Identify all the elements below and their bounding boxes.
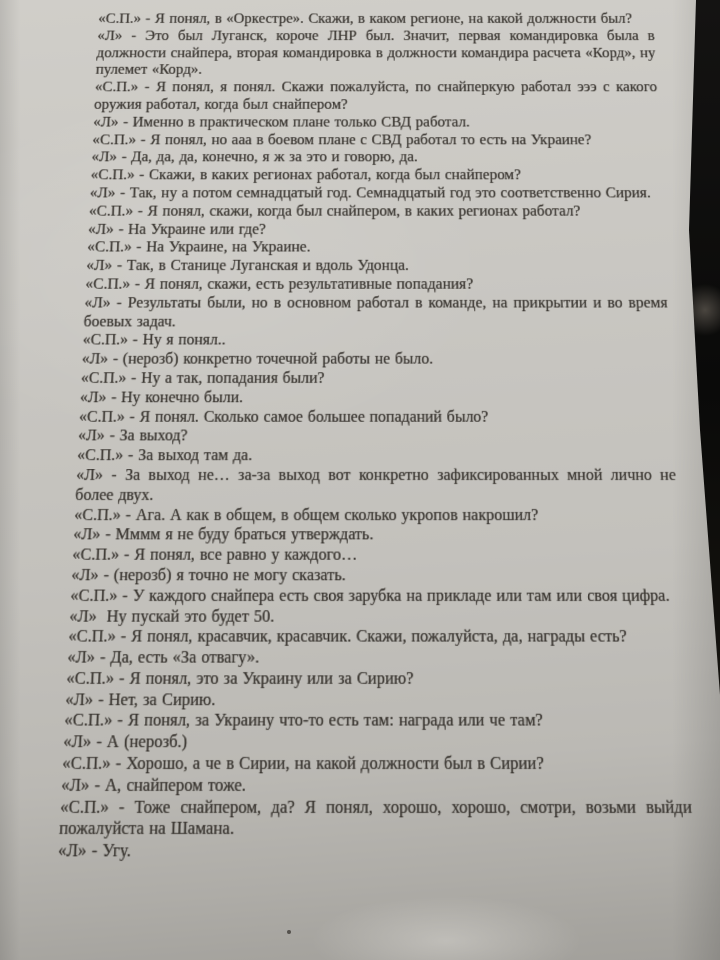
utterance-text: (нерозб) я точно не могу сказать. — [113, 566, 346, 585]
transcript-line — [91, 149, 661, 167]
transcript-line — [62, 754, 691, 776]
transcript-line — [59, 797, 694, 841]
utterance-text: Ага. А как в общем, в общем сколько укропов накрошил? — [135, 506, 539, 524]
utterance-text: У каждого снайпера есть своя зарубка на прикладе или там или своя цифра. — [132, 587, 670, 605]
speaker-separator: - — [107, 351, 124, 368]
transcript-line — [66, 669, 686, 690]
speaker-separator: - — [126, 370, 142, 387]
speaker-label: «Л» — [72, 526, 101, 544]
utterance-text: Скажи, в каких регионах работал, когда был снайпером? — [148, 167, 522, 184]
utterance-text: Так, в Станице Луганская и вдоль Удонца. — [126, 258, 409, 274]
paper-speck — [287, 930, 291, 934]
speaker-label: «С.П.» — [65, 669, 115, 688]
utterance-text: Это был Луганск, короче ЛНР был. Значит, первая командировка была в должности снайпера, вторая командировка в должности командира расчета «Корд», ну пулемет «Корд». — [95, 28, 656, 78]
transcript-line — [83, 294, 669, 331]
speaker-label: «С.П.» — [97, 11, 142, 27]
speaker-separator: - — [98, 566, 115, 585]
utterance-text: Я понял, за Украину что-то есть там: награда или че там? — [127, 712, 544, 731]
speaker-separator: - — [116, 150, 132, 166]
utterance-text: А, снайпером тоже. — [104, 776, 247, 796]
transcript-line — [71, 566, 681, 586]
utterance-text: Тоже снайпером, да? Я понял, хорошо, хорошо, смотри, возьми выйди пожалуйста на Шамана. — [58, 798, 693, 839]
speaker-label: «С.П.» — [67, 628, 117, 647]
speaker-separator: - — [131, 239, 147, 256]
speaker-separator: - — [104, 427, 120, 445]
speaker-separator: - — [124, 408, 140, 426]
speaker-separator: - — [129, 276, 145, 293]
utterance-text: Я понял, скажи, есть результативные попадания? — [144, 276, 474, 293]
transcript-line — [80, 369, 671, 388]
speaker-label: «Л» — [92, 114, 119, 130]
transcript-line — [85, 276, 667, 295]
speaker-label: «Л» — [91, 150, 118, 166]
utterance-text: Я понял, в «Оркестре». Скажи, в каком регионе, на какой должности был? — [154, 11, 633, 27]
speaker-separator: - — [111, 258, 128, 274]
speaker-label: «С.П.» — [63, 712, 113, 731]
transcript-line — [92, 131, 660, 149]
transcript — [50, 2, 701, 960]
transcript-line — [77, 446, 676, 466]
utterance-text: Ну пускай это будет 50. — [106, 607, 275, 626]
speaker-separator: - — [110, 754, 127, 774]
speaker-separator: - — [94, 649, 111, 667]
speaker-separator: - — [115, 185, 131, 202]
speaker-separator: - — [132, 203, 148, 220]
transcript-line — [72, 546, 680, 566]
transcript-line — [63, 732, 689, 753]
photo-background-edge — [687, 0, 720, 700]
utterance-text: Я понял. Сколько самое большее попаданий было? — [139, 408, 489, 426]
speaker-separator: - — [122, 28, 146, 44]
utterance-text: Нет, за Сирию. — [108, 690, 216, 710]
speaker-label: «Л» — [64, 690, 94, 710]
speaker-label: «Л» — [85, 258, 113, 274]
speaker-label: «Л» — [84, 295, 111, 312]
speaker-separator: - — [120, 506, 137, 524]
speaker-separator: - — [112, 712, 129, 731]
speaker-separator: - — [110, 295, 129, 312]
utterance-text: За выход не… за-за выход вот конкретно зафиксированных мной лично не более двух. — [74, 466, 677, 504]
transcript-line — [90, 167, 661, 185]
speaker-label: «Л» — [87, 221, 115, 238]
transcript-line — [79, 388, 672, 407]
utterance-text: На Украине или где? — [127, 221, 266, 238]
speaker-label: «Л» — [89, 185, 116, 202]
transcript-line — [94, 79, 659, 114]
speaker-label: «С.П.» — [73, 506, 122, 524]
speaker-separator: - — [122, 447, 139, 465]
transcript-line — [73, 525, 679, 545]
speaker-label: «С.П.» — [85, 276, 131, 293]
speaker-label: «Л» — [79, 389, 107, 406]
utterance-text: Хорошо, а че в Сирии, на какой должности был в Сирии? — [125, 754, 545, 774]
utterance-text: За выход? — [119, 427, 188, 445]
speaker-label: «Л» — [68, 607, 98, 626]
transcript-line — [88, 221, 665, 239]
speaker-label: «Л» — [70, 566, 100, 585]
utterance-text: Я понял, все равно у каждого… — [133, 546, 358, 564]
speaker-separator: - — [108, 798, 135, 817]
transcript-line — [89, 185, 662, 203]
speaker-label: «Л» — [81, 351, 109, 368]
speaker-label: «С.П.» — [80, 370, 127, 387]
speaker-separator: - — [89, 776, 106, 796]
speaker-separator: - — [117, 587, 134, 605]
transcript-line — [65, 690, 687, 711]
utterance-text: Мммм я не буду браться утверждать. — [115, 526, 374, 544]
transcript-line — [93, 114, 659, 132]
utterance-text: За выход там да. — [137, 447, 253, 465]
utterance-text: Угу. — [101, 842, 132, 862]
transcript-line — [67, 648, 685, 669]
utterance-text: Я понял, это за Украину или за Сирию? — [129, 669, 414, 688]
speaker-label: «Л» — [97, 28, 123, 44]
speaker-label: «С.П.» — [82, 332, 129, 349]
transcript-line — [58, 841, 695, 863]
transcript-line — [61, 775, 692, 797]
transcript-line — [74, 506, 678, 526]
utterance-text: Ну а так, попадания были? — [140, 370, 325, 387]
speaker-separator: - — [90, 733, 108, 752]
speaker-label: «С.П.» — [86, 239, 133, 256]
utterance-text: Я понял, но ааа в боевом плане с СВД работал то есть на Украине? — [149, 132, 592, 148]
transcript-line — [69, 607, 683, 628]
utterance-text: На Украине, на Украине. — [145, 239, 311, 256]
speaker-label: «С.П.» — [90, 167, 135, 184]
utterance-text: Результаты были, но в основном работал в команде, на прикрытии и во время боевых задач. — [83, 295, 668, 330]
utterance-text: А (нерозб.) — [106, 733, 188, 752]
speaker-separator: - — [127, 332, 143, 349]
speaker-label: «С.П.» — [61, 754, 112, 774]
speaker-separator: - — [92, 690, 110, 710]
speaker-label: «Л» — [60, 776, 90, 796]
speaker-separator: - — [113, 221, 129, 238]
speaker-separator: - — [86, 842, 103, 862]
transcript-line — [95, 28, 656, 79]
transcript-line — [82, 331, 669, 350]
utterance-text: Я понял, скажи, когда был снайпером, в каких регионах работал? — [147, 203, 581, 220]
speaker-separator: - — [118, 546, 135, 564]
speaker-label: «С.П.» — [78, 408, 126, 426]
utterance-text: Ну конечно были. — [120, 389, 244, 406]
utterance-text: (нерозб) конкретно точечной работы не было. — [122, 351, 434, 368]
speaker-label: «С.П.» — [88, 203, 134, 220]
transcript-line — [87, 239, 665, 257]
utterance-text: Ну я понял.. — [142, 332, 226, 349]
speaker-separator: - — [113, 669, 130, 688]
utterance-text: Именно в практическом плане только СВД работал. — [132, 114, 470, 130]
utterance-text: Я понял, я понял. Скажи пожалуйста, по снайперкую работал эээ с какого оружия работал, когда был снайпером? — [93, 80, 658, 113]
transcript-line — [70, 586, 682, 606]
transcript-line — [79, 408, 674, 427]
transcript-line — [81, 350, 670, 369]
utterance-text: Да, есть «За отвагу». — [110, 649, 260, 667]
transcript-line — [78, 427, 675, 446]
utterance-text: Я понял, красавчик, красавчик. Скажи, пожалуйста, да, награды есть? — [130, 628, 628, 647]
speaker-label: «С.П.» — [69, 587, 118, 605]
speaker-separator: - — [115, 628, 132, 647]
transcript-line — [86, 257, 666, 275]
transcript-line — [89, 203, 664, 221]
speaker-separator: - — [102, 466, 126, 484]
speaker-separator: - — [137, 80, 157, 95]
speaker-label: «Л» — [62, 733, 92, 752]
speaker-label: «С.П.» — [71, 546, 120, 564]
utterance-text: Да, да, да, конечно, я ж за это и говорю, да. — [130, 150, 418, 166]
speaker-separator: - — [106, 389, 122, 406]
speaker-separator: - — [118, 114, 133, 130]
speaker-label: «С.П.» — [76, 447, 124, 465]
speaker-label: «С.П.» — [94, 80, 139, 95]
speaker-label: «С.П.» — [59, 798, 110, 817]
transcript-line — [68, 627, 684, 648]
speaker-separator: - — [135, 132, 151, 148]
speaker-separator: - — [134, 167, 150, 184]
speaker-separator: - — [100, 526, 116, 544]
transcript-line — [75, 466, 677, 506]
transcript-line — [64, 711, 688, 732]
transcript-line — [98, 11, 654, 28]
speaker-label: «Л» — [75, 466, 104, 484]
utterance-text: Так, ну а потом семнадцатый год. Семнадцатый год это соответственно Сирия. — [129, 185, 651, 202]
speaker-label: «Л» — [66, 649, 96, 667]
speaker-separator: - — [140, 11, 156, 27]
speaker-label: «Л» — [77, 427, 106, 445]
speaker-label: «С.П.» — [92, 132, 137, 148]
speaker-label: «Л» — [57, 842, 87, 862]
